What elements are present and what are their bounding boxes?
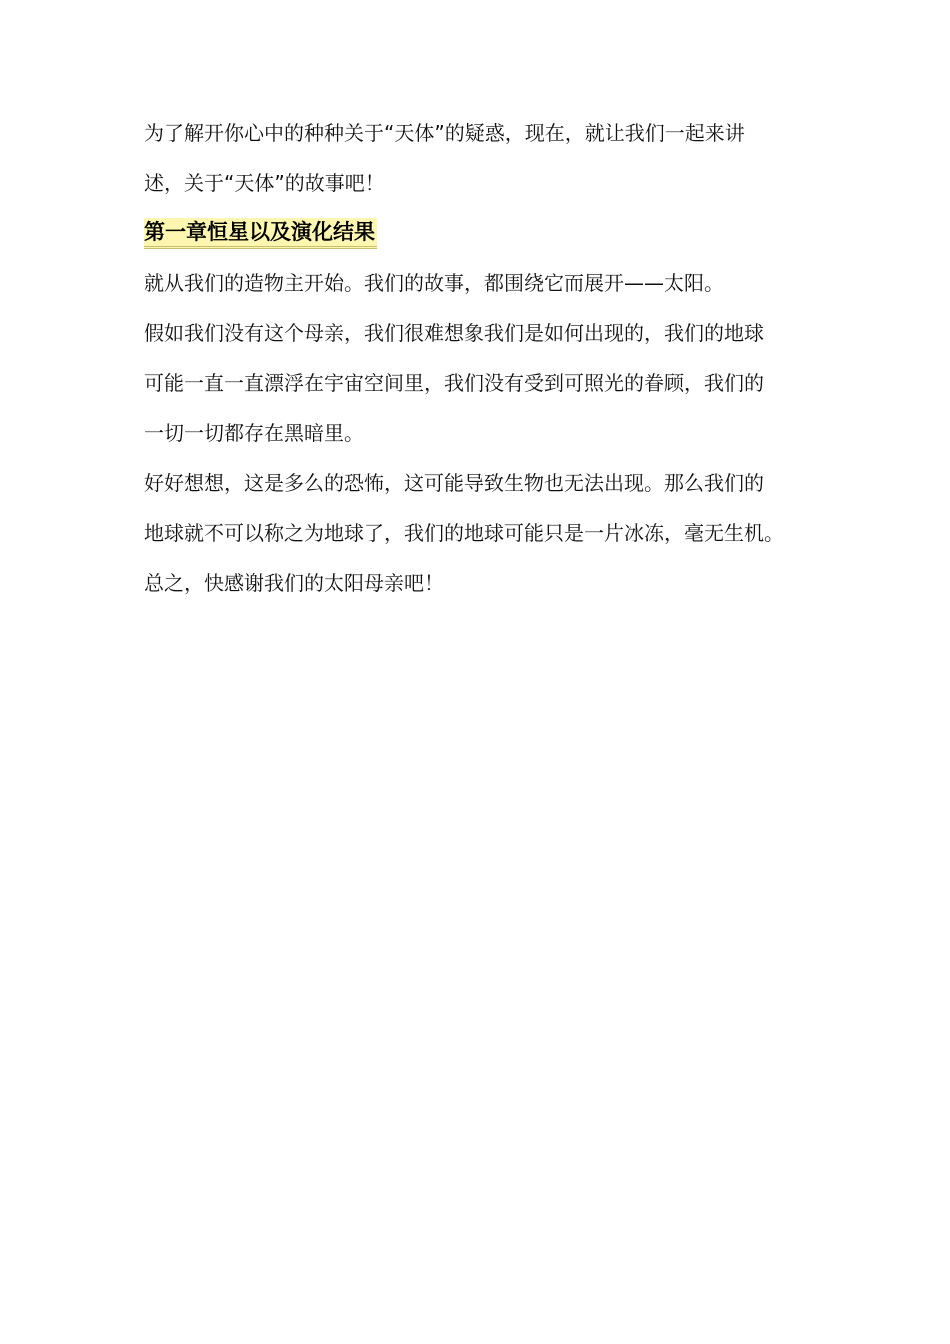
body-line: 假如我们没有这个母亲，我们很难想象我们是如何出现的，我们的地球 xyxy=(144,321,764,345)
body-line: 总之，快感谢我们的太阳母亲吧！ xyxy=(144,571,444,595)
chapter-heading-row xyxy=(144,208,814,258)
body-line: 一切一切都存在黑暗里。 xyxy=(144,421,364,445)
body-line: 地球就不可以称之为地球了，我们的地球可能只是一片冰冻，毫无生机。 xyxy=(144,521,784,545)
chapter-heading: 第一章恒星以及演化结果 xyxy=(144,218,377,249)
intro-line: 述，关于“天体”的故事吧！ xyxy=(144,171,385,195)
body-line: 好好想想，这是多么的恐怖，这可能导致生物也无法出现。那么我们的 xyxy=(144,471,764,495)
document-content xyxy=(144,108,814,608)
body-line: 就从我们的造物主开始。我们的故事，都围绕它而展开——太阳。 xyxy=(144,271,724,295)
body-line: 可能一直一直漂浮在宇宙空间里，我们没有受到可照光的眷顾，我们的 xyxy=(144,371,764,395)
intro-line: 为了解开你心中的种种关于“天体”的疑惑，现在，就让我们一起来讲 xyxy=(144,121,745,145)
